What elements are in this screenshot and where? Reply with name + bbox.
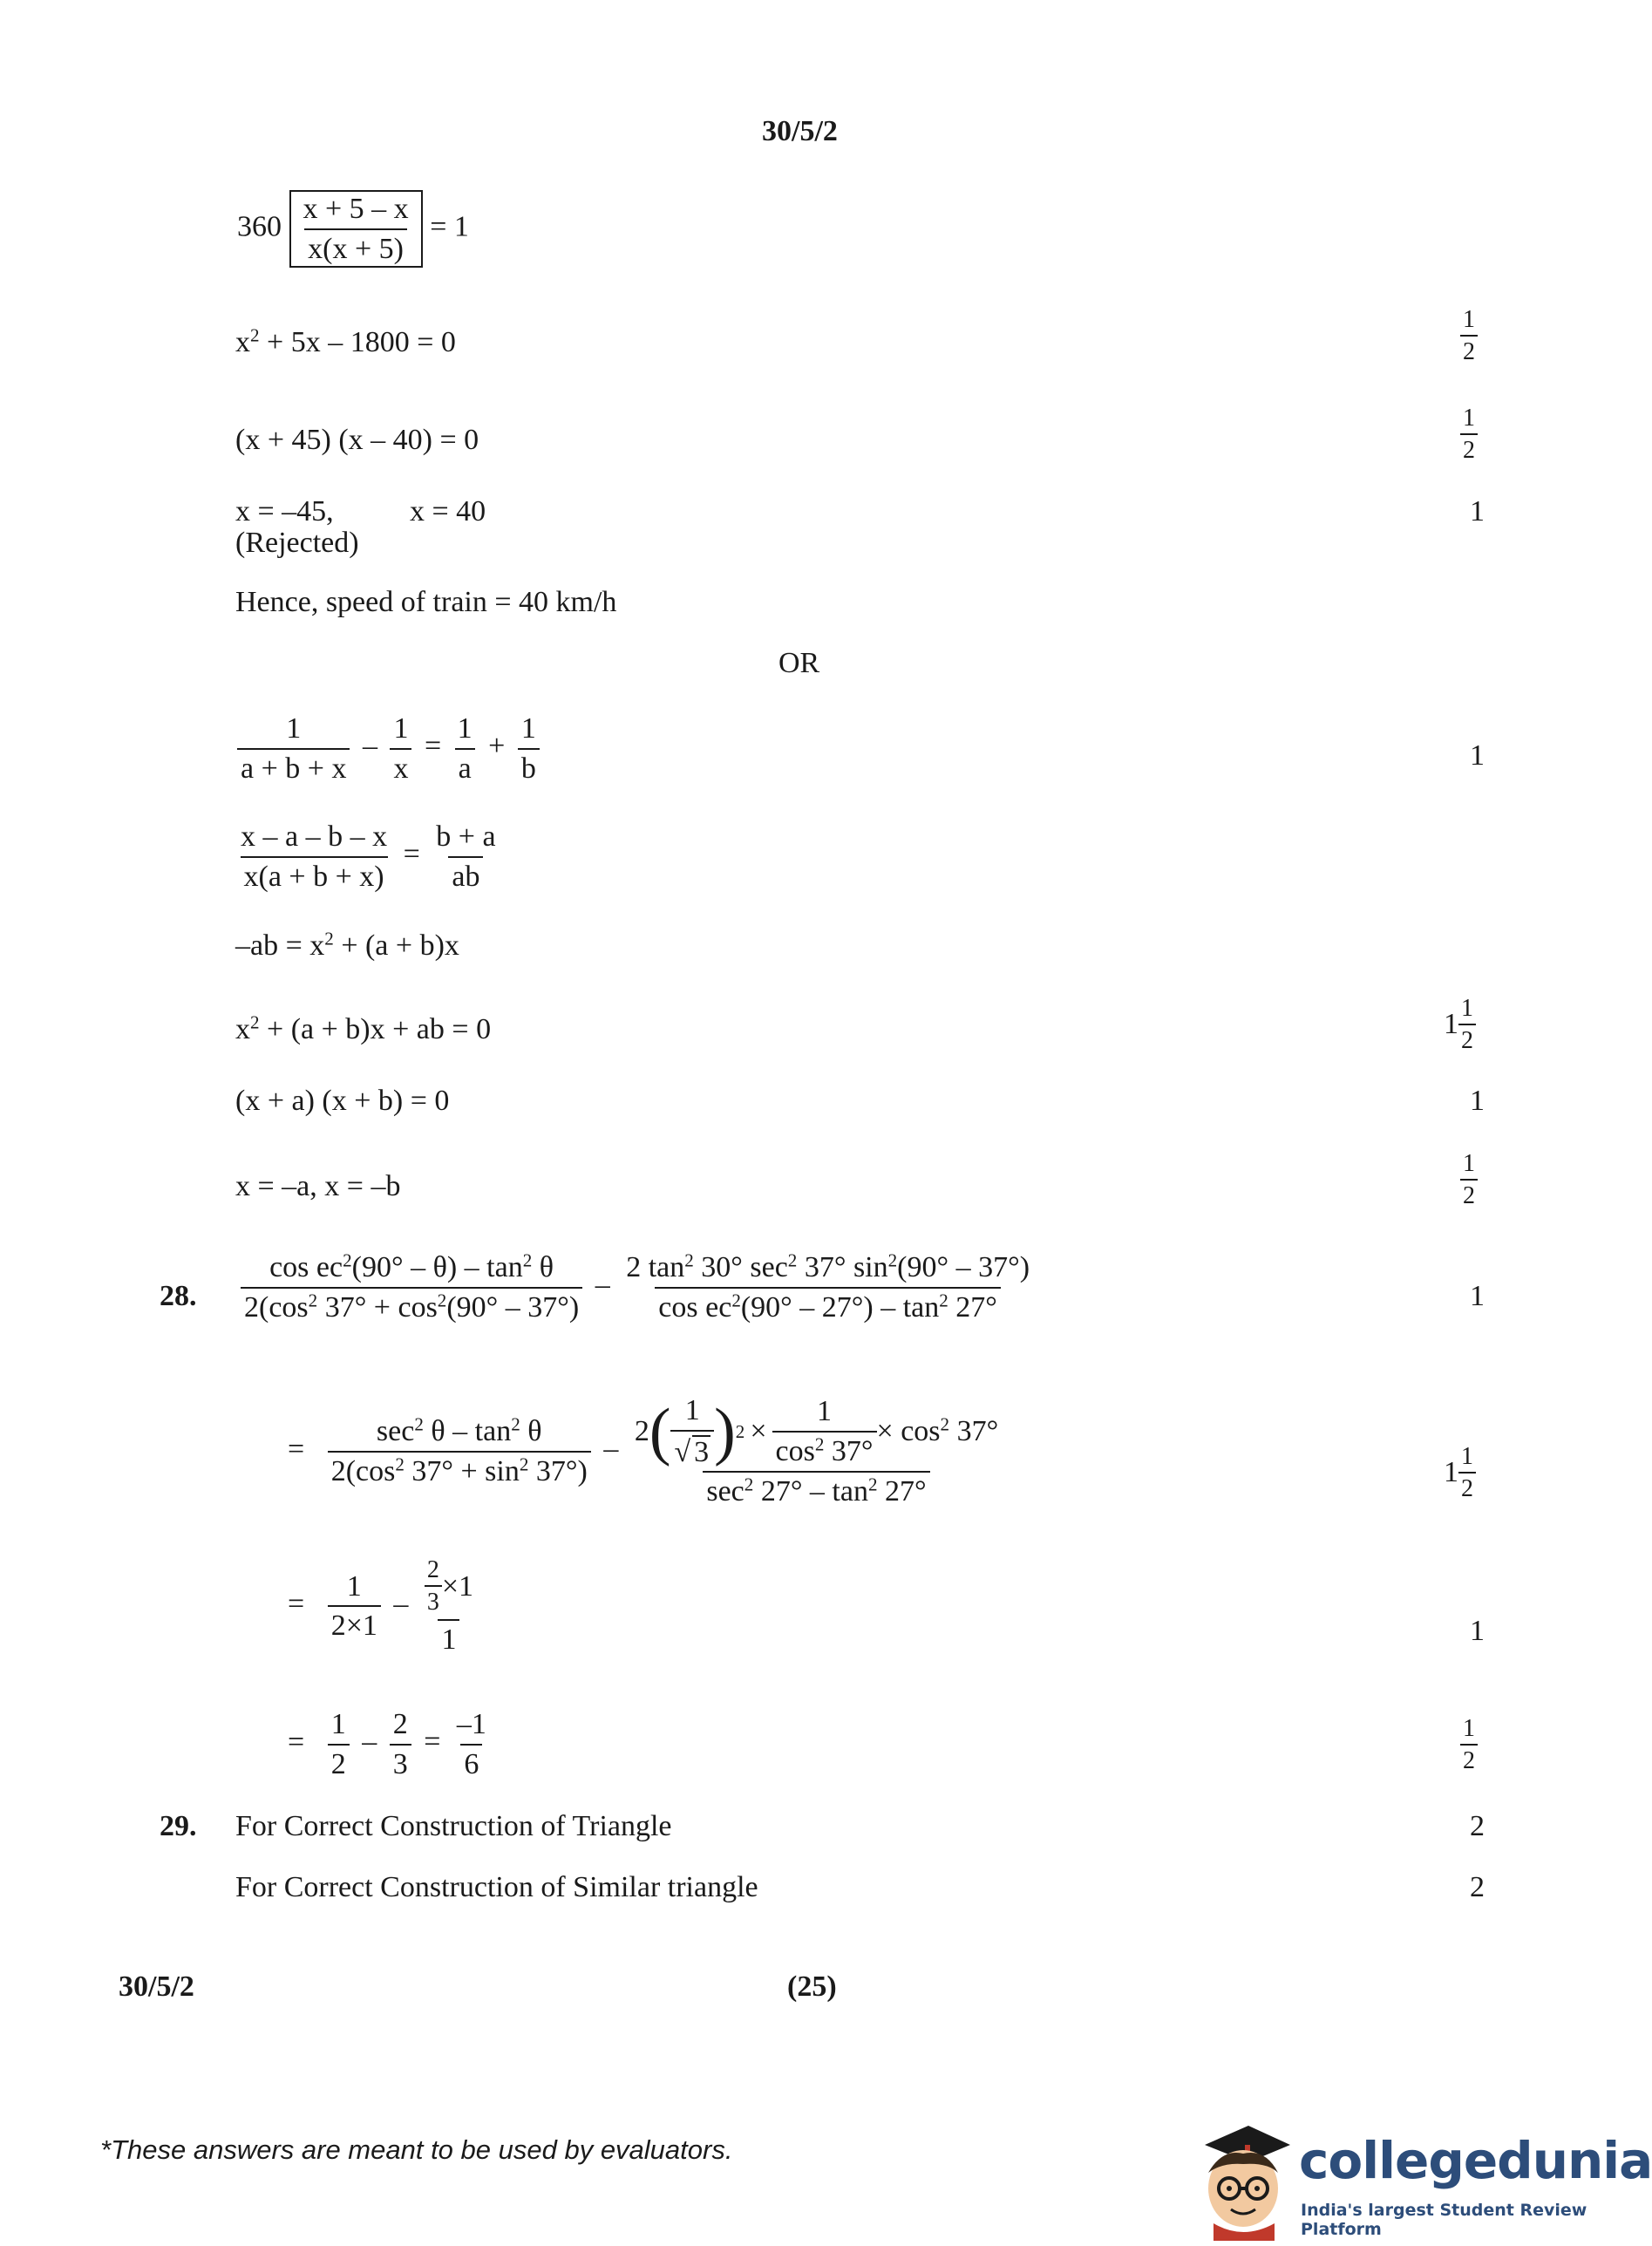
root-neg: x = –45, (235, 495, 334, 527)
marks-o4: 1 $\frac{1}{2}$ (1444, 996, 1476, 1054)
marks-q28-s1: 1 (1470, 1280, 1485, 1312)
q29-line-2: For Correct Construction of Similar triangle (235, 1871, 758, 1903)
evaluator-note: *These answers are meant to be used by evaluators. (100, 2134, 733, 2165)
page-code-header: 30/5/2 (762, 115, 838, 147)
q28-step-1: $\frac{\cos ec^2(90^\circ - \theta) - \tan^2 \theta}{2(\cos^2 37^\circ + \cos^2(90^\circ - 37^\circ)}$ – $\frac{2 \tan^2 30^\circ \sec^2 37^\circ \sin^2(90^\circ - 37^\circ)}{\cos ec^2(90^\circ - 27^\circ) - \tan^2 27^\circ}$ (241, 1252, 1033, 1323)
marks-o1: 1 (1470, 739, 1485, 772)
root-pos: x = 40 (410, 495, 486, 527)
or-equation-3: $-ab = x^2 + (a + b)x$ (235, 928, 459, 962)
or-equation-4: $x^2 + (a + b)x$ + ab = 0 (235, 1011, 492, 1045)
collegedunia-logo[interactable] (1187, 2119, 1652, 2241)
question-number-28: 28. (160, 1280, 197, 1312)
rejected-note: (Rejected) (235, 527, 359, 559)
q28-step-2: = $\frac{\sec^2 \theta - \tan^2 \theta}{2(\cos^2 37^\circ + \sin^2 37^\circ)}$ – 2 ( $\frac{1}{√ 3}$ ) 2 × $\frac{1}{\cos^2 37^\circ}$ × $\cos^2 37^\circ$ $\sec^2 27^\circ - \tan^2 27^\circ$ (288, 1394, 999, 1508)
equation-line-3: (x + 45) (x – 40) = 0 (235, 424, 479, 456)
or-equation-1: $\frac{1}{a + b + x}$ – $\frac{1}{x}$ = $\frac{1}{a}$ + $\frac{1}{b}$ (237, 713, 540, 784)
page-code-footer: 30/5/2 (119, 1970, 194, 2003)
or-equation-5: (x + a) (x + b) = 0 (235, 1085, 450, 1117)
brand-tagline: India's largest Student Review Platform (1301, 2201, 1587, 2239)
or-equation-6: x = –a, x = –b (235, 1170, 401, 1202)
marks-o5: 1 (1470, 1085, 1485, 1117)
question-number-29: 29. (160, 1810, 197, 1842)
q28-step-3: = $\frac{1}{2\times 1}$ – $\frac{2}{3}$ ×1 1 (288, 1556, 474, 1656)
marks-l3: $\frac{1}{2}$ (1460, 405, 1478, 464)
q29-line-1: For Correct Construction of Triangle (235, 1810, 672, 1842)
conclusion-line: Hence, speed of train = 40 km/h (235, 586, 617, 618)
or-separator: OR (778, 647, 820, 679)
marks-q28-s3: 1 (1470, 1615, 1485, 1647)
equation-line-2: $x^2 + 5x - 1800 = 0$ (235, 324, 456, 358)
marks-l4: 1 (1470, 495, 1485, 527)
marks-q28-s2: 1 $\frac{1}{2}$ (1444, 1444, 1476, 1502)
brand-name: collegedunia (1299, 2131, 1652, 2190)
mascot-icon (1187, 2119, 1301, 2241)
or-equation-2: $\frac{x - a - b - x}{x(a + b + x)}$ = $\frac{b + a}{ab}$ (241, 820, 496, 893)
marks-q28-s4: $\frac{1}{2}$ (1460, 1716, 1478, 1774)
marks-o6: $\frac{1}{2}$ (1460, 1151, 1478, 1209)
q28-step-4: = $\frac{1}{2}$ – $\frac{2}{3}$ = $\frac{-1}{6}$ (288, 1708, 486, 1780)
marks-q29-1: 2 (1470, 1810, 1485, 1842)
equation-line-1: 360 $\frac{x + 5 - x}{x(x + 5)}$ = 1 (237, 190, 469, 268)
marks-l2: $\frac{1}{2}$ (1460, 307, 1478, 365)
marks-q29-2: 2 (1470, 1871, 1485, 1903)
page-number: (25) (787, 1970, 837, 2003)
